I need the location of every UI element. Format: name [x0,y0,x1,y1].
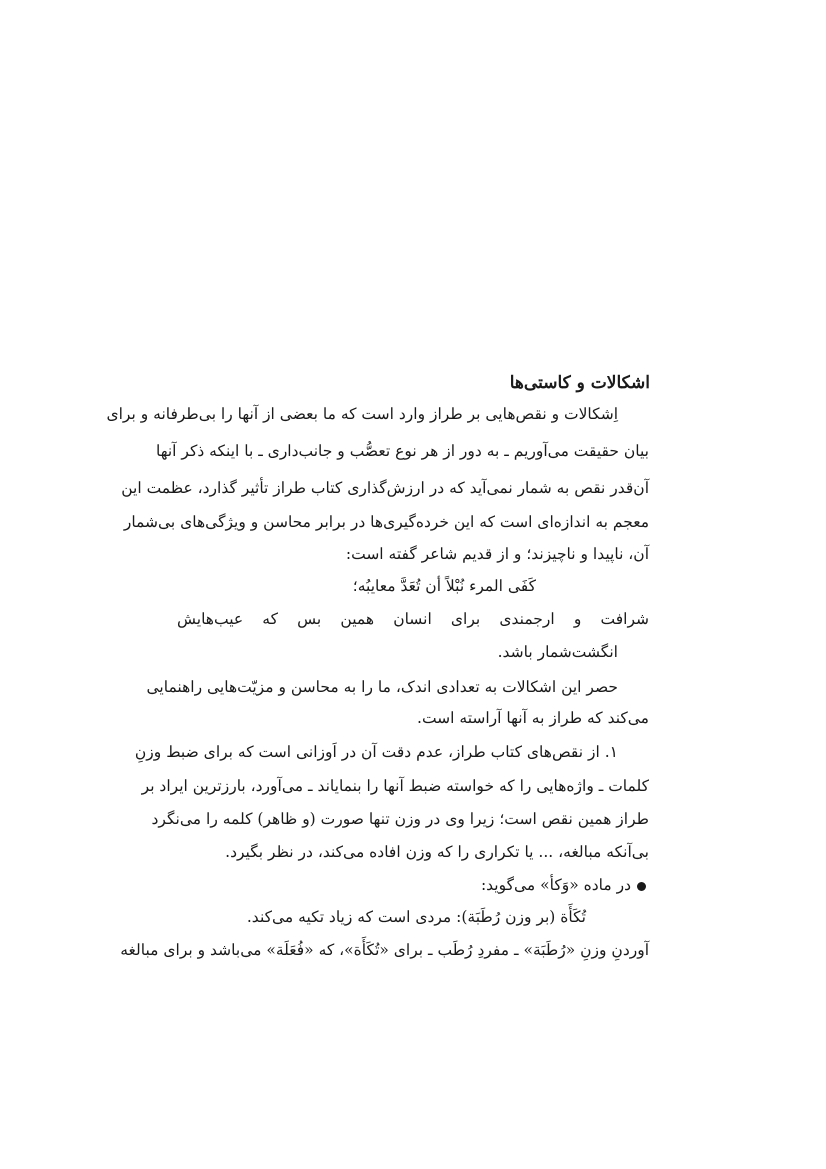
paragraph-1-line-5: آن، ناپیدا و ناچیزند؛ و از قدیم شاعر گفته است: [345,545,649,563]
bullet-dot-icon [637,882,646,891]
bullet-item [481,874,646,896]
paragraph-3-line-1: ۱. از نقص‌های کتاب طراز، عدم دقت آن در اَوزانی است که برای ضبط وزنِ [134,743,618,761]
example-line: تُکَأَة (بر وزن رُطَبَة): مردی است که زیاد تکیه می‌کند. [246,908,586,926]
paragraph-3-line-2: کلمات ـ واژه‌هایی را که خواسته ضبط آنها را بنمایاند ـ می‌آورد، بارزترین ایراد بر [141,777,649,795]
paragraph-2-line-1: حصر این اشکالات به تعدادی اندک، ما را به محاسن و مزیّت‌هایی راهنمایی [146,678,618,696]
paragraph-1-line-1: اِشکالات و نقص‌هایی بر طراز وارد است که ما بعضی از آنها را بی‌طرفانه و برای [106,405,618,423]
section-heading: اشکالات و کاستی‌ها [509,373,650,393]
verse-translation-line-2: انگشت‌شمار باشد. [497,643,618,661]
paragraph-1-line-4: معجم به اندازه‌ای است که این خرده‌گیری‌ها در برابر محاسن و ویژگی‌های بی‌شمار [123,513,649,531]
paragraph-2-line-2: می‌کند که طراز به آنها آراسته است. [417,709,649,727]
paragraph-1-line-2: بیان حقیقت می‌آوریم ـ به دور از هر نوع تعصُّب و جانب‌داری ـ با اینکه ذکر آنها [155,442,649,460]
arabic-verse: کَفَی المرء نُبْلاً أن تُعَدَّ معایبُه؛ [352,577,536,595]
paragraph-4-line-1: آوردنِ وزنِ «رُطَبَة» ـ مفردِ رُطَب ـ برای «تُکَأَة»، که «فُعَلَة» می‌باشد و برای مبالغه [120,941,649,959]
verse-translation-line-1: شرافت و ارجمندی برای انسان همین بس که عیب‌هایش [177,610,649,628]
paragraph-3-line-4: بی‌آنکه مبالغه، ... یا تکراری را که وزن افاده می‌کند، در نظر بگیرد. [225,843,649,861]
bullet-text: در ماده «وَکأ» می‌گوید: [480,876,631,894]
paragraph-1-line-3: آن‌قدر نقص به شمار نمی‌آید که در ارزش‌گذاری کتاب طراز تأثیر گذارد، عظمت این [121,479,649,497]
paragraph-3-line-3: طراز همین نقص است؛ زیرا وی در وزن تنها صورت (و ظاهر) کلمه را می‌نگرد [151,810,649,828]
